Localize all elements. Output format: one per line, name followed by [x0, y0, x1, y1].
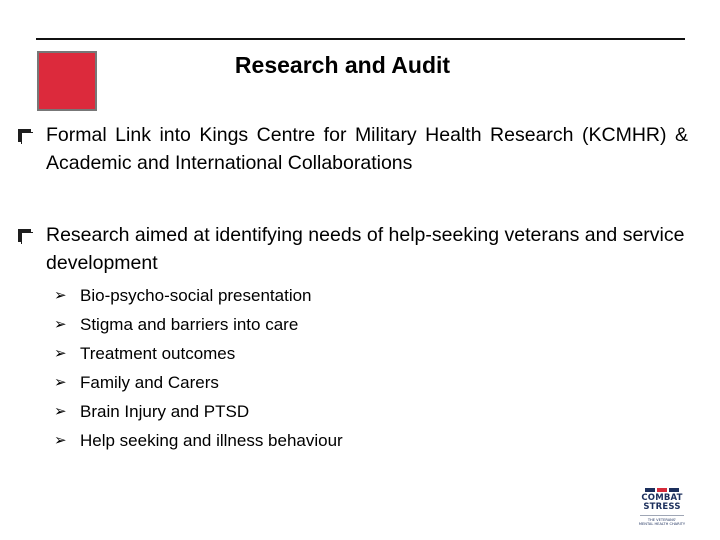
- sub-bullet-item: [54, 397, 343, 426]
- top-divider-line: [36, 38, 685, 40]
- sub-bullet-list: [54, 281, 343, 455]
- logo-stripe: [645, 488, 655, 492]
- slide-title: Research and Audit: [234, 52, 451, 78]
- sub-bullet-text: Brain Injury and PTSD: [80, 402, 250, 421]
- logo-stripe: [657, 488, 667, 492]
- arrow-bullet-icon: ➢: [54, 315, 67, 333]
- combat-stress-logo: [636, 488, 688, 526]
- arrow-bullet-icon: ➢: [54, 373, 67, 391]
- sub-bullet-text: Stigma and barriers into care: [80, 315, 299, 334]
- arrow-bullet-icon: ➢: [54, 286, 67, 304]
- bullet-kcmhr-link: [18, 121, 688, 177]
- sub-bullet-text: Help seeking and illness behaviour: [80, 431, 343, 450]
- sub-bullet-item: [54, 339, 343, 368]
- sub-bullet-item: [54, 368, 343, 397]
- logo-name-line1: COMBAT: [641, 493, 683, 503]
- checkbox-bullet-icon: [18, 229, 36, 243]
- sub-bullet-text: Bio-psycho-social presentation: [80, 286, 312, 305]
- logo-divider: [640, 515, 684, 516]
- logo-tagline-line2: MENTAL HEALTH CHARITY: [638, 522, 686, 526]
- bullet-text: Research aimed at identifying needs of help-seeking veterans and service development: [46, 224, 685, 274]
- sub-bullet-text: Family and Carers: [80, 373, 219, 392]
- bullet-text: Formal Link into Kings Centre for Military Health Research (KCMHR) & Academic and International Collaborations: [46, 124, 688, 174]
- checkbox-bullet-icon: [18, 129, 36, 143]
- logo-name-line2: STRESS: [643, 502, 681, 512]
- logo-stripe: [669, 488, 679, 492]
- bullet-research-aims: [18, 221, 688, 277]
- logo-tagline-line1: THE VETERANS': [647, 518, 677, 522]
- sub-bullet-item: [54, 310, 343, 339]
- sub-bullet-text: Treatment outcomes: [80, 344, 236, 363]
- red-accent-square: [37, 51, 97, 111]
- arrow-bullet-icon: ➢: [54, 402, 67, 420]
- sub-bullet-item: [54, 281, 343, 310]
- sub-bullet-item: [54, 426, 343, 455]
- arrow-bullet-icon: ➢: [54, 344, 67, 362]
- logo-stripes-icon: [636, 488, 688, 492]
- arrow-bullet-icon: ➢: [54, 431, 67, 449]
